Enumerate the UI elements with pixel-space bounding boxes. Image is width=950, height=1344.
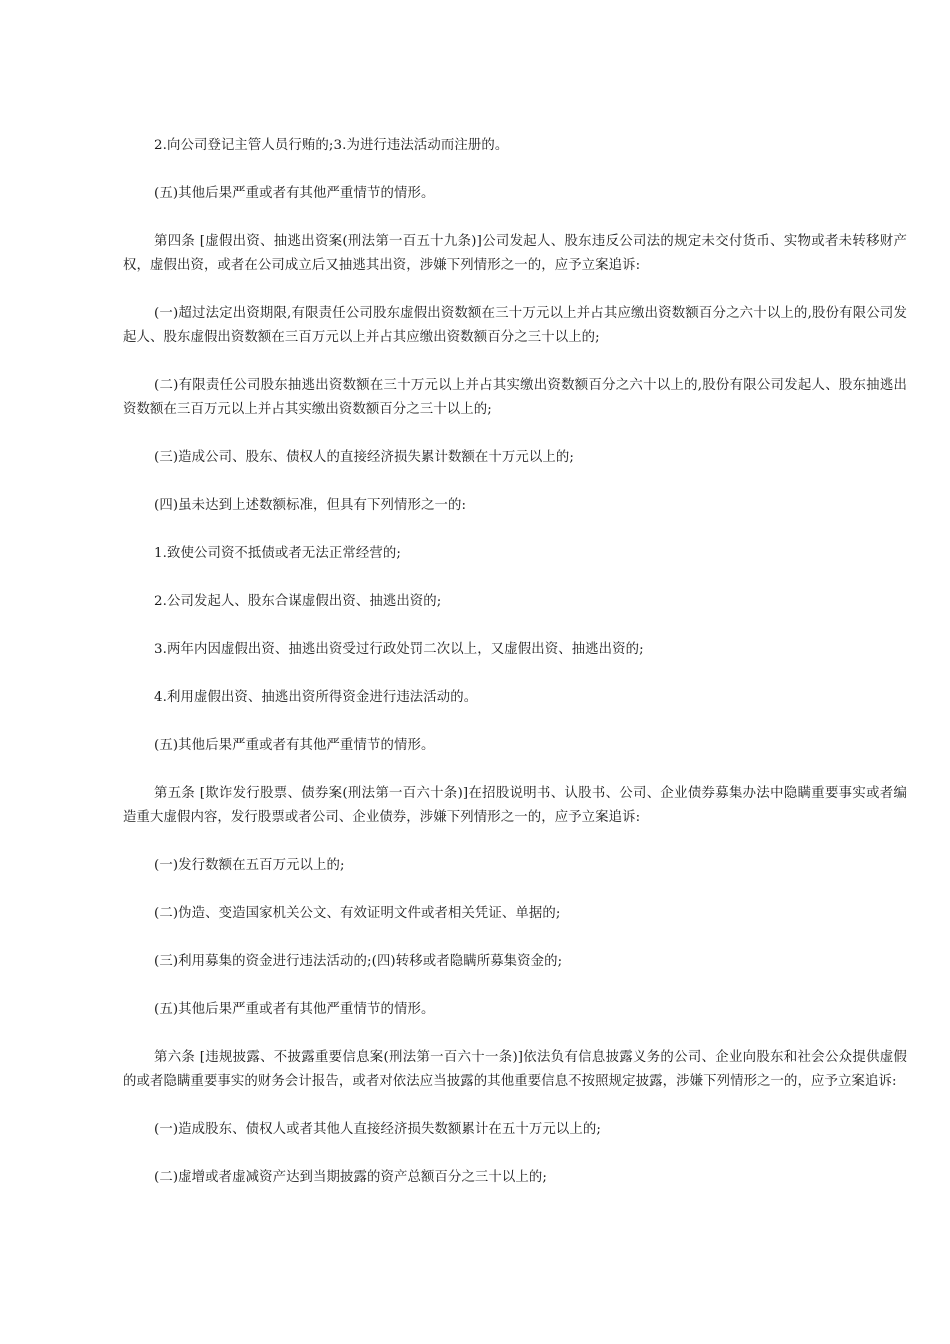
paragraph-article-6: 第六条 [违规披露、不披露重要信息案(刑法第一百六十一条)]依法负有信息披露义务的公司、企业向股东和社会公众提供虚假的或者隐瞒重要事实的财务会计报告，或者对依法应当披露的其他重要信息不按照规定披露，涉嫌下列情形之一的，应予立案追诉: [123, 1050, 907, 1089]
paragraph-7: (四)虽未达到上述数额标准，但具有下列情形之一的: [154, 498, 467, 513]
paragraph-5: (二)有限责任公司股东抽逃出资数额在三十万元以上并占其实缴出资数额百分之六十以上的,股份有限公司发起人、股东抽逃出资数额在三百万元以上并占其实缴出资数额百分之三十以上的; [123, 378, 907, 417]
paragraph-10: 3.两年内因虚假出资、抽逃出资受过行政处罚二次以上，又虚假出资、抽逃出资的; [154, 642, 644, 657]
paragraph-8: 1.致使公司资不抵债或者无法正常经营的; [154, 546, 401, 561]
paragraph-article-5: 第五条 [欺诈发行股票、债券案(刑法第一百六十条)]在招股说明书、认股书、公司、企业债券募集办法中隐瞒重要事实或者编造重大虚假内容，发行股票或者公司、企业债券，涉嫌下列情形之一的，应予立案追诉: [123, 786, 907, 825]
paragraph-article-4: 第四条 [虚假出资、抽逃出资案(刑法第一百五十九条)]公司发起人、股东违反公司法的规定未交付货币、实物或者未转移财产权，虚假出资，或者在公司成立后又抽逃其出资，涉嫌下列情形之一的，应予立案追诉: [123, 234, 907, 273]
paragraph-15: (二)伪造、变造国家机关公文、有效证明文件或者相关凭证、单据的; [154, 906, 561, 921]
paragraph-17: (五)其他后果严重或者有其他严重情节的情形。 [154, 1002, 435, 1017]
paragraph-1: 2.向公司登记主管人员行贿的;3.为进行违法活动而注册的。 [154, 138, 509, 153]
paragraph-6: (三)造成公司、股东、债权人的直接经济损失累计数额在十万元以上的; [154, 450, 574, 465]
paragraph-4: (一)超过法定出资期限,有限责任公司股东虚假出资数额在三十万元以上并占其应缴出资数额百分之六十以上的,股份有限公司发起人、股东虚假出资数额在三百万元以上并占其应缴出资数额百分之三十以上的; [123, 306, 907, 345]
paragraph-16: (三)利用募集的资金进行违法活动的;(四)转移或者隐瞒所募集资金的; [154, 954, 563, 969]
paragraph-9: 2.公司发起人、股东合谋虚假出资、抽逃出资的; [154, 594, 442, 609]
paragraph-11: 4.利用虚假出资、抽逃出资所得资金进行违法活动的。 [154, 690, 478, 705]
document-body [123, 134, 907, 1214]
paragraph-19: (一)造成股东、债权人或者其他人直接经济损失数额累计在五十万元以上的; [154, 1122, 601, 1137]
paragraph-20: (二)虚增或者虚减资产达到当期披露的资产总额百分之三十以上的; [154, 1170, 547, 1185]
paragraph-14: (一)发行数额在五百万元以上的; [154, 858, 345, 873]
paragraph-2: (五)其他后果严重或者有其他严重情节的情形。 [154, 186, 435, 201]
paragraph-12: (五)其他后果严重或者有其他严重情节的情形。 [154, 738, 435, 753]
